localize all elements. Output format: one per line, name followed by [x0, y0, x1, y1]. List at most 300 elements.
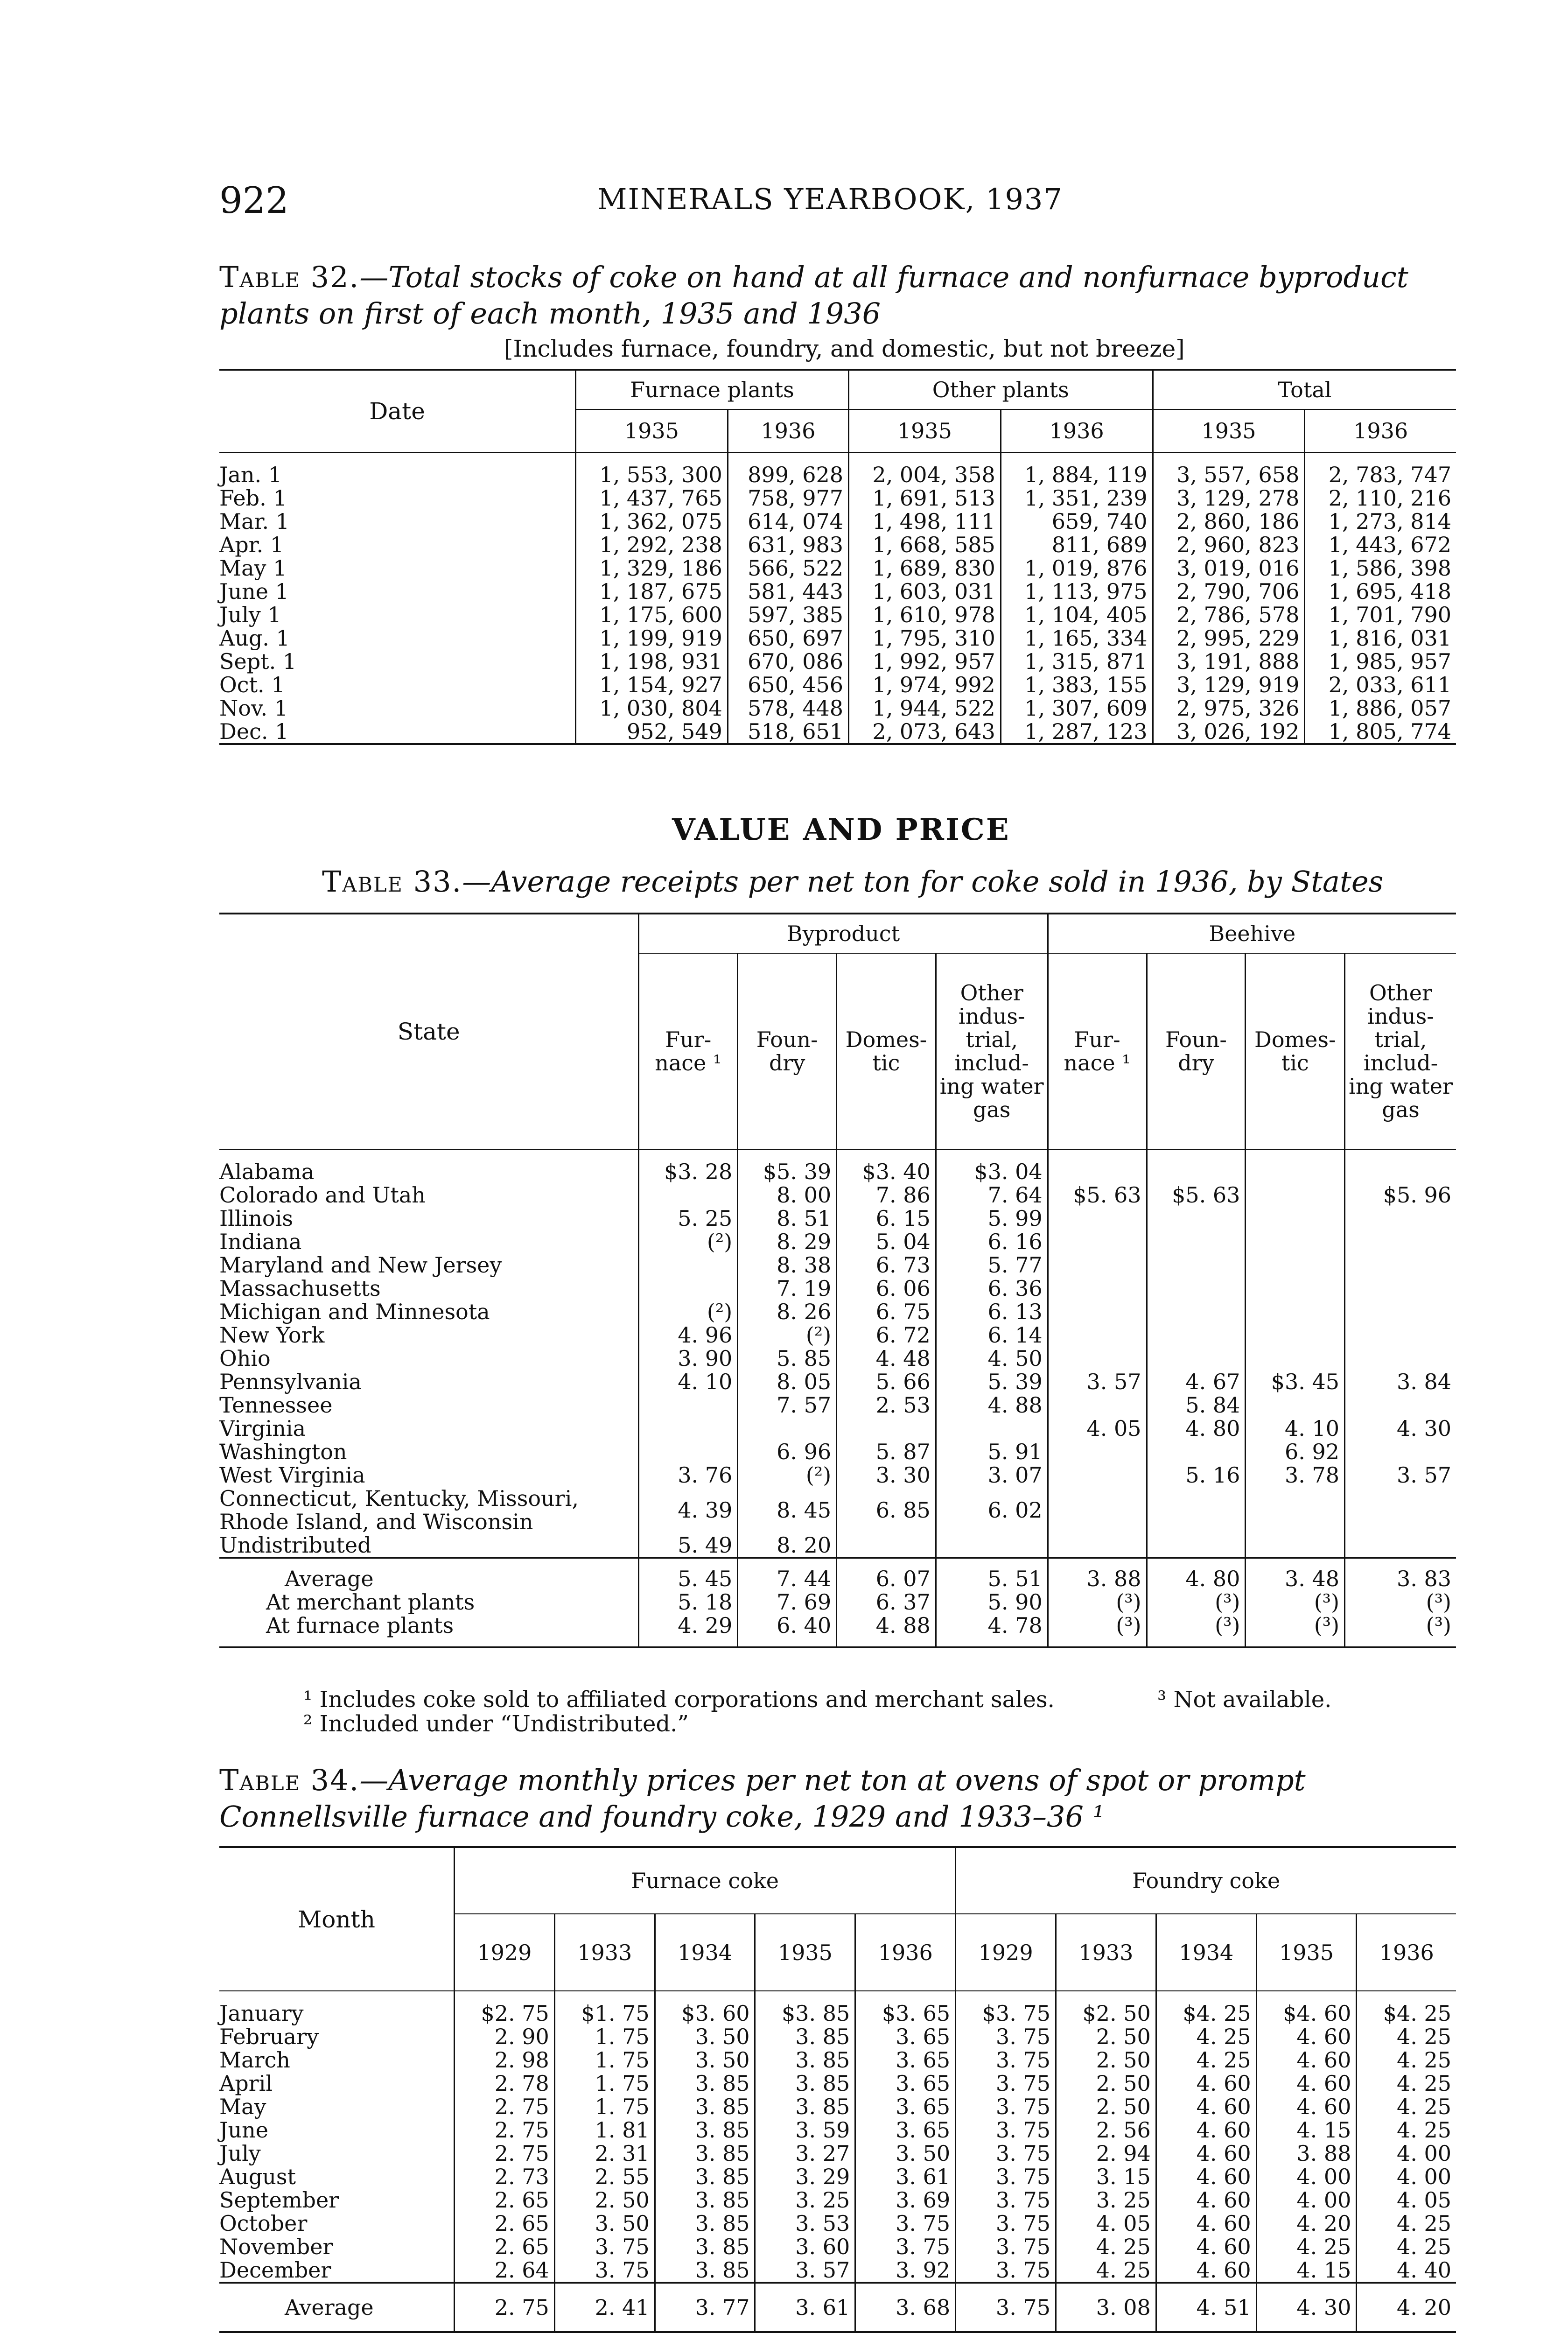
cell-value: 4. 25	[1156, 2048, 1256, 2072]
cell-value: 3. 68	[855, 2283, 956, 2332]
t34-year-header: 1929	[455, 1914, 555, 1991]
table-row	[219, 696, 1456, 720]
cell-value: (³)	[1147, 1590, 1246, 1614]
cell-value: 4. 80	[1147, 1558, 1246, 1590]
cell-value	[1048, 1440, 1147, 1463]
table-row	[219, 510, 1456, 533]
cell-value: 7. 57	[738, 1393, 837, 1417]
cell-value: 8. 29	[738, 1230, 837, 1253]
table33-title: —Average receipts per net ton for coke sold in 1936, by States	[462, 865, 1384, 899]
cell-value: 4. 60	[1156, 2095, 1256, 2118]
cell-value: 2. 56	[1056, 2118, 1156, 2142]
cell-value: 4. 25	[1357, 2118, 1456, 2142]
cell-value: 3. 75	[956, 2283, 1056, 2332]
t32-other-header: Other plants	[849, 370, 1153, 409]
cell-value: 2, 783, 747	[1305, 452, 1456, 486]
cell-value: 2, 110, 216	[1305, 486, 1456, 510]
row-label: Illinois	[219, 1206, 293, 1231]
cell-value: $3. 75	[956, 1991, 1056, 2025]
cell-value: 1, 329, 186	[576, 556, 728, 580]
t32-total-header: Total	[1153, 370, 1456, 409]
table-row	[219, 1417, 1456, 1440]
cell-value: 670, 086	[728, 650, 848, 673]
cell-value	[1147, 1533, 1246, 1558]
row-label: Maryland and New Jersey	[219, 1252, 502, 1278]
cell-value: 1, 498, 111	[849, 510, 1001, 533]
cell-value: 4. 60	[1256, 2048, 1357, 2072]
row-label: New York	[219, 1322, 325, 1348]
table-row	[219, 1183, 1456, 1207]
running-head: MINERALS YEARBOOK, 1937	[597, 182, 1063, 216]
t33-col-header: Domes- tic	[1246, 953, 1345, 1149]
cell-value	[1048, 1323, 1147, 1347]
table-row	[219, 2165, 1456, 2188]
cell-value	[1147, 1207, 1246, 1230]
cell-value	[1345, 1323, 1456, 1347]
cell-value: 7. 69	[738, 1590, 837, 1614]
cell-value: 952, 549	[576, 720, 728, 744]
cell-value: 1, 383, 155	[1001, 673, 1153, 696]
t32-year-header: 1935	[849, 409, 1001, 452]
cell-value: 4. 29	[639, 1614, 738, 1647]
row-label: Connecticut, Kentucky, Missouri, Rhode Island, and Wisconsin	[219, 1486, 579, 1534]
cell-value: (²)	[639, 1300, 738, 1323]
cell-value: 6. 16	[936, 1230, 1048, 1253]
cell-value: 566, 522	[728, 556, 848, 580]
cell-value: 2. 50	[1056, 2025, 1156, 2048]
cell-value: 2, 860, 186	[1153, 510, 1305, 533]
cell-value: 2. 94	[1056, 2142, 1156, 2165]
cell-value: 3. 85	[655, 2165, 755, 2188]
cell-value: 8. 00	[738, 1183, 837, 1207]
cell-value: 5. 49	[639, 1533, 738, 1558]
t34-month-header: Month	[219, 1847, 455, 1991]
cell-value: (³)	[1048, 1614, 1147, 1647]
cell-value: 5. 66	[837, 1370, 936, 1393]
cell-value: 1, 199, 919	[576, 626, 728, 650]
cell-value: 1. 75	[554, 2025, 655, 2048]
table-row	[219, 1590, 1456, 1614]
cell-value: 3. 90	[639, 1347, 738, 1370]
t32-date-header: Date	[219, 370, 576, 452]
cell-value: 6. 92	[1246, 1440, 1345, 1463]
t34-year-header: 1933	[1056, 1914, 1156, 1991]
cell-value	[1345, 1487, 1456, 1533]
table-row	[219, 2048, 1456, 2072]
cell-value: 6. 72	[837, 1323, 936, 1347]
cell-value: 5. 91	[936, 1440, 1048, 1463]
cell-value	[1345, 1230, 1456, 1253]
t33-col-header: Foun- dry	[1147, 953, 1246, 1149]
cell-value: 2, 073, 643	[849, 720, 1001, 744]
cell-value: 3, 129, 919	[1153, 673, 1305, 696]
cell-value	[1048, 1347, 1147, 1370]
cell-value: 6. 37	[837, 1590, 936, 1614]
t34-year-header: 1929	[956, 1914, 1056, 1991]
table33-label: Table 33.	[322, 865, 462, 899]
cell-value: 8. 26	[738, 1300, 837, 1323]
cell-value: 8. 51	[738, 1207, 837, 1230]
table-row	[219, 556, 1456, 580]
cell-value: 2. 75	[455, 2283, 555, 2332]
t33-col-header: Fur- nace ¹	[1048, 953, 1147, 1149]
cell-value	[1048, 1393, 1147, 1417]
cell-value	[1147, 1253, 1246, 1277]
cell-value: 3. 65	[855, 2048, 956, 2072]
table34-caption	[219, 1762, 1456, 1835]
cell-value: 3. 85	[655, 2188, 755, 2212]
cell-value	[1345, 1440, 1456, 1463]
cell-value: $4. 60	[1256, 1991, 1357, 2025]
cell-value: 3. 75	[855, 2212, 956, 2235]
cell-value: 4. 20	[1357, 2283, 1456, 2332]
cell-value: 5. 25	[639, 1207, 738, 1230]
cell-value	[1345, 1277, 1456, 1300]
table-row	[219, 1300, 1456, 1323]
cell-value: $4. 25	[1156, 1991, 1256, 2025]
cell-value: 4. 88	[936, 1393, 1048, 1417]
cell-value: 2. 65	[455, 2235, 555, 2258]
cell-value: 3. 61	[855, 2165, 956, 2188]
cell-value: 2. 98	[455, 2048, 555, 2072]
row-label: May 1	[219, 555, 287, 581]
cell-value	[1147, 1300, 1246, 1323]
row-label: Ohio	[219, 1346, 271, 1371]
table34-label: Table 34.	[219, 1763, 360, 1797]
cell-value: 4. 25	[1357, 2212, 1456, 2235]
cell-value: 1. 75	[554, 2048, 655, 2072]
cell-value: 3. 92	[855, 2258, 956, 2283]
row-label: Alabama	[219, 1159, 315, 1184]
cell-value: 1, 816, 031	[1305, 626, 1456, 650]
cell-value: 7. 44	[738, 1558, 837, 1590]
cell-value: 650, 697	[728, 626, 848, 650]
cell-value: 4. 15	[1256, 2118, 1357, 2142]
cell-value: $5. 39	[738, 1149, 837, 1183]
cell-value: 4. 60	[1156, 2118, 1256, 2142]
cell-value: 1, 586, 398	[1305, 556, 1456, 580]
cell-value: 1, 287, 123	[1001, 720, 1153, 744]
cell-value: (³)	[1345, 1590, 1456, 1614]
row-label: Feb. 1	[219, 485, 287, 511]
table-row	[219, 603, 1456, 626]
cell-value: 3. 85	[655, 2072, 755, 2095]
cell-value: 5. 77	[936, 1253, 1048, 1277]
cell-value: 3. 76	[639, 1463, 738, 1487]
cell-value: (³)	[1246, 1614, 1345, 1647]
cell-value: 3. 85	[755, 2095, 855, 2118]
cell-value	[1147, 1230, 1246, 1253]
cell-value: 6. 06	[837, 1277, 936, 1300]
table-row	[219, 452, 1456, 486]
cell-value	[639, 1183, 738, 1207]
cell-value	[1246, 1347, 1345, 1370]
cell-value: 1, 668, 585	[849, 533, 1001, 556]
cell-value: 3. 85	[655, 2142, 755, 2165]
cell-value	[936, 1417, 1048, 1440]
cell-value: 3. 75	[956, 2072, 1056, 2095]
cell-value	[1147, 1277, 1246, 1300]
cell-value: 4. 00	[1256, 2188, 1357, 2212]
cell-value: 4. 15	[1256, 2258, 1357, 2283]
cell-value: 6. 73	[837, 1253, 936, 1277]
section-heading: VALUE AND PRICE	[672, 812, 1010, 847]
cell-value: 2. 50	[1056, 2095, 1156, 2118]
cell-value: 2, 033, 611	[1305, 673, 1456, 696]
table-row	[219, 1393, 1456, 1417]
cell-value: 2, 960, 823	[1153, 533, 1305, 556]
cell-value: $5. 63	[1048, 1183, 1147, 1207]
cell-value: 1, 307, 609	[1001, 696, 1153, 720]
t33-beehive-header: Beehive	[1048, 914, 1456, 953]
cell-value: 1, 351, 239	[1001, 486, 1153, 510]
cell-value: 4. 25	[1156, 2025, 1256, 2048]
cell-value: 3. 59	[755, 2118, 855, 2142]
table-row	[219, 2072, 1456, 2095]
cell-value: 3. 15	[1056, 2165, 1156, 2188]
cell-value: 2. 73	[455, 2165, 555, 2188]
cell-value	[1246, 1183, 1345, 1207]
row-label: July 1	[219, 602, 281, 627]
cell-value	[1048, 1533, 1147, 1558]
cell-value: 1, 610, 978	[849, 603, 1001, 626]
table34-title: —Average monthly prices per net ton at ovens of spot or prompt Connellsville furnace and foundry coke, 1929 and 1933–36 ¹	[219, 1763, 1306, 1834]
t32-year-header: 1935	[576, 409, 728, 452]
cell-value: 4. 60	[1156, 2258, 1256, 2283]
row-label: Virginia	[219, 1416, 306, 1441]
table-row	[219, 1253, 1456, 1277]
cell-value: 4. 25	[1256, 2235, 1357, 2258]
cell-value: 3. 53	[755, 2212, 855, 2235]
cell-value: 4. 60	[1256, 2025, 1357, 2048]
cell-value: 3. 75	[855, 2235, 956, 2258]
table-row	[219, 1230, 1456, 1253]
cell-value: 2. 75	[455, 2095, 555, 2118]
cell-value: 2, 790, 706	[1153, 580, 1305, 603]
row-label: At merchant plants	[266, 1589, 475, 1615]
cell-value: 5. 18	[639, 1590, 738, 1614]
row-label: September	[219, 2187, 339, 2213]
page-number: 922	[219, 180, 289, 222]
cell-value	[1048, 1207, 1147, 1230]
cell-value: 3. 07	[936, 1463, 1048, 1487]
cell-value: 3. 83	[1345, 1558, 1456, 1590]
table-row	[219, 1207, 1456, 1230]
row-label: August	[219, 2164, 296, 2189]
cell-value: 4. 50	[936, 1347, 1048, 1370]
cell-value: 3. 88	[1256, 2142, 1357, 2165]
cell-value: 5. 85	[738, 1347, 837, 1370]
cell-value: 3. 75	[554, 2258, 655, 2283]
row-label: Nov. 1	[219, 696, 288, 721]
cell-value: 3. 75	[956, 2048, 1056, 2072]
cell-value	[1246, 1487, 1345, 1533]
cell-value: 2. 75	[455, 2142, 555, 2165]
cell-value: 4. 48	[837, 1347, 936, 1370]
t33-footnote-2: ² Included under “Undistributed.”	[303, 1711, 689, 1737]
cell-value: 4. 30	[1345, 1417, 1456, 1440]
t34-year-header: 1933	[554, 1914, 655, 1991]
cell-value: 6. 36	[936, 1277, 1048, 1300]
cell-value: 1, 113, 975	[1001, 580, 1153, 603]
cell-value: 3. 50	[554, 2212, 655, 2235]
table-row	[219, 1991, 1456, 2025]
cell-value: 6. 02	[936, 1487, 1048, 1533]
cell-value	[1246, 1300, 1345, 1323]
cell-value: 2. 65	[455, 2188, 555, 2212]
cell-value: 4. 39	[639, 1487, 738, 1533]
cell-value	[1246, 1533, 1345, 1558]
row-label: Aug. 1	[219, 626, 290, 651]
cell-value: 1, 187, 675	[576, 580, 728, 603]
cell-value: 3. 57	[1048, 1370, 1147, 1393]
cell-value: 581, 443	[728, 580, 848, 603]
cell-value: 1, 553, 300	[576, 452, 728, 486]
cell-value: 3. 65	[855, 2095, 956, 2118]
table-row	[219, 650, 1456, 673]
cell-value: 4. 60	[1156, 2142, 1256, 2165]
cell-value	[1048, 1230, 1147, 1253]
cell-value: 2. 41	[554, 2283, 655, 2332]
t33-footnote-3: ³ Not available.	[1157, 1687, 1332, 1713]
row-label: Michigan and Minnesota	[219, 1299, 490, 1324]
table32-title: —Total stocks of coke on hand at all furnace and nonfurnace byproduct plants on first of each month, 1935 and 1936	[219, 260, 1408, 330]
cell-value: 1, 443, 672	[1305, 533, 1456, 556]
cell-value: 4. 25	[1357, 2048, 1456, 2072]
cell-value: 7. 64	[936, 1183, 1048, 1207]
row-label: February	[219, 2024, 319, 2049]
cell-value: (³)	[1345, 1614, 1456, 1647]
cell-value: (²)	[639, 1230, 738, 1253]
cell-value: 4. 60	[1156, 2072, 1256, 2095]
cell-value: 899, 628	[728, 452, 848, 486]
cell-value: 4. 78	[936, 1614, 1048, 1647]
row-label: Dec. 1	[219, 719, 289, 744]
table-row	[219, 1487, 1456, 1533]
cell-value: 4. 40	[1357, 2258, 1456, 2283]
cell-value: (³)	[1246, 1590, 1345, 1614]
cell-value: 3. 65	[855, 2118, 956, 2142]
cell-value	[1345, 1253, 1456, 1277]
cell-value: 3. 25	[755, 2188, 855, 2212]
cell-value: 1, 701, 790	[1305, 603, 1456, 626]
t34-furnace-header: Furnace coke	[455, 1847, 956, 1914]
cell-value: 6. 96	[738, 1440, 837, 1463]
row-label: June	[219, 2117, 268, 2143]
cell-value: 1, 292, 238	[576, 533, 728, 556]
cell-value	[1246, 1393, 1345, 1417]
cell-value: 6. 14	[936, 1323, 1048, 1347]
cell-value: 2. 90	[455, 2025, 555, 2048]
cell-value: 3. 69	[855, 2188, 956, 2212]
cell-value: 3, 557, 658	[1153, 452, 1305, 486]
row-label: April	[219, 2071, 273, 2096]
cell-value	[1246, 1277, 1345, 1300]
t32-year-header: 1935	[1153, 409, 1305, 452]
cell-value: 3. 85	[655, 2235, 755, 2258]
cell-value	[1048, 1253, 1147, 1277]
cell-value: 8. 38	[738, 1253, 837, 1277]
cell-value: 1, 695, 418	[1305, 580, 1456, 603]
cell-value: 6. 07	[837, 1558, 936, 1590]
t33-col-header: Foun- dry	[738, 953, 837, 1149]
cell-value: 3, 129, 278	[1153, 486, 1305, 510]
table-row	[219, 1533, 1456, 1558]
cell-value: 1, 030, 804	[576, 696, 728, 720]
cell-value: 4. 20	[1256, 2212, 1357, 2235]
cell-value: 597, 385	[728, 603, 848, 626]
row-label: November	[219, 2234, 333, 2259]
table32-caption	[219, 259, 1456, 332]
cell-value: 518, 651	[728, 720, 848, 744]
row-label: March	[219, 2047, 290, 2073]
cell-value	[1246, 1323, 1345, 1347]
table34	[219, 1846, 1456, 2333]
cell-value: $2. 50	[1056, 1991, 1156, 2025]
cell-value: 1, 104, 405	[1001, 603, 1153, 626]
cell-value: 1, 437, 765	[576, 486, 728, 510]
t34-year-header: 1935	[1256, 1914, 1357, 1991]
cell-value: 4. 25	[1357, 2025, 1456, 2048]
cell-value: 4. 60	[1256, 2072, 1357, 2095]
cell-value: 1, 689, 830	[849, 556, 1001, 580]
cell-value: 3, 026, 192	[1153, 720, 1305, 744]
cell-value: 3. 75	[956, 2188, 1056, 2212]
average-row	[219, 2283, 1456, 2332]
cell-value: 3. 65	[855, 2025, 956, 2048]
cell-value: $3. 40	[837, 1149, 936, 1183]
t34-year-header: 1935	[755, 1914, 855, 1991]
cell-value: 4. 80	[1147, 1417, 1246, 1440]
cell-value	[1345, 1393, 1456, 1417]
cell-value: 3. 29	[755, 2165, 855, 2188]
cell-value: 3. 75	[956, 2165, 1056, 2188]
cell-value: (³)	[1147, 1614, 1246, 1647]
cell-value: 3, 019, 016	[1153, 556, 1305, 580]
cell-value: 3. 50	[655, 2025, 755, 2048]
t33-col-header: Other indus- trial, includ- ing water gas	[936, 953, 1048, 1149]
table-row	[219, 486, 1456, 510]
t32-year-header: 1936	[1305, 409, 1456, 452]
table-row	[219, 2258, 1456, 2283]
cell-value	[639, 1440, 738, 1463]
table-row	[219, 1347, 1456, 1370]
cell-value: $3. 04	[936, 1149, 1048, 1183]
cell-value: 2. 53	[837, 1393, 936, 1417]
cell-value: 1, 886, 057	[1305, 696, 1456, 720]
cell-value: 659, 740	[1001, 510, 1153, 533]
cell-value: 3. 85	[755, 2025, 855, 2048]
cell-value: 4. 60	[1156, 2212, 1256, 2235]
cell-value: 3. 57	[1345, 1463, 1456, 1487]
t32-furnace-header: Furnace plants	[576, 370, 849, 409]
table-row	[219, 1370, 1456, 1393]
cell-value: 811, 689	[1001, 533, 1153, 556]
row-label: Tennessee	[219, 1392, 333, 1418]
cell-value: 4. 96	[639, 1323, 738, 1347]
cell-value: 4. 25	[1357, 2235, 1456, 2258]
cell-value	[1048, 1149, 1147, 1183]
table33-caption	[322, 864, 1383, 900]
cell-value	[1147, 1347, 1246, 1370]
table-row	[219, 1323, 1456, 1347]
cell-value: 1. 75	[554, 2095, 655, 2118]
row-label: Pennsylvania	[219, 1369, 362, 1394]
cell-value: 3. 75	[956, 2118, 1056, 2142]
cell-value: 1, 795, 310	[849, 626, 1001, 650]
cell-value: 1. 75	[554, 2072, 655, 2095]
table-row	[219, 2095, 1456, 2118]
